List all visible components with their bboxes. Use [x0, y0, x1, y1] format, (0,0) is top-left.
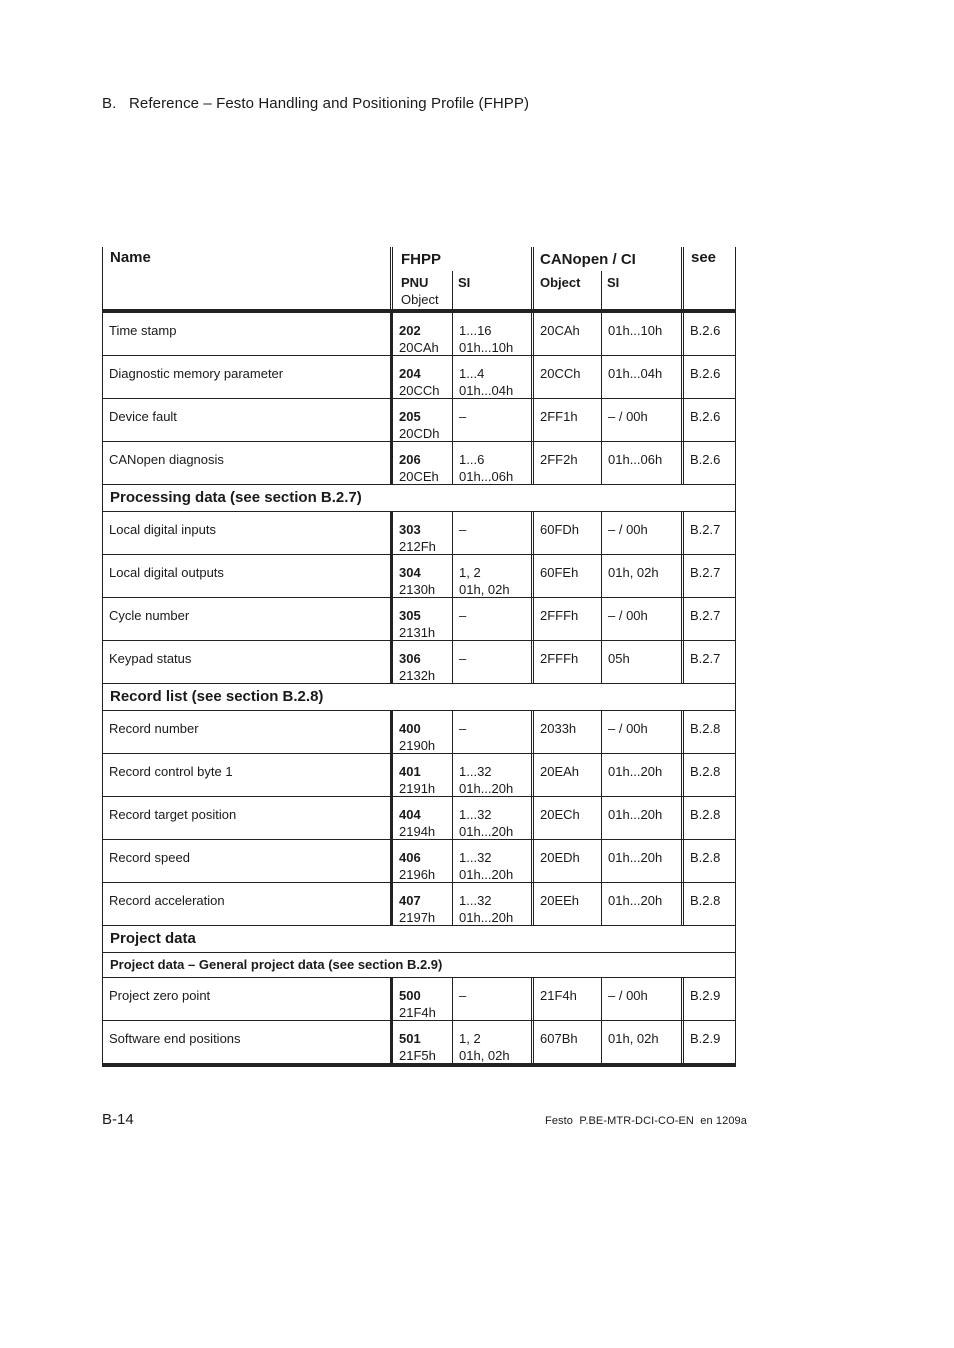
fhpp-object: 2194h [399, 824, 436, 839]
param-name: Device fault [109, 409, 177, 424]
table-row [102, 512, 736, 555]
si-cell [452, 840, 531, 882]
fhpp-object: 2197h [399, 910, 436, 925]
fhpp-object: 21F5h [399, 1048, 436, 1063]
si-cell [452, 512, 531, 554]
si-cell [452, 598, 531, 640]
canopen-si: 01h...06h [608, 452, 663, 467]
co-object-cell [531, 1021, 601, 1063]
param-name: Record number [109, 721, 199, 736]
pnu-number: 303 [399, 522, 421, 537]
section-title-processing: Processing data (see section B.2.7) [102, 485, 736, 511]
table-row [102, 641, 736, 684]
param-name: Record speed [109, 850, 190, 865]
si-cell [452, 356, 531, 398]
si-hex-range: 01h...20h [459, 867, 514, 882]
pnu-cell [390, 978, 452, 1020]
pnu-cell [390, 598, 452, 640]
canopen-si: 01h...20h [608, 764, 663, 779]
co-si-cell [601, 555, 681, 597]
co-si-cell [601, 641, 681, 683]
param-name: Keypad status [109, 651, 192, 666]
si-hex-range: 01h...06h [459, 469, 514, 484]
canopen-object: 20EAh [540, 764, 580, 779]
table-row [102, 356, 736, 399]
name-cell [102, 598, 390, 640]
si-cell [452, 754, 531, 796]
pnu-number: 500 [399, 988, 421, 1003]
fhpp-object: 20CEh [399, 469, 439, 484]
pnu-cell [390, 512, 452, 554]
pnu-header-label: PNU [401, 275, 429, 290]
co-si-cell [601, 442, 681, 484]
name-header-label: Name [110, 249, 151, 266]
pnu-number: 401 [399, 764, 421, 779]
name-cell [102, 978, 390, 1020]
canopen-si: 01h, 02h [608, 1031, 659, 1046]
param-name: Local digital outputs [109, 565, 224, 580]
si-range: 1...32 [459, 893, 492, 908]
pnu-cell [390, 754, 452, 796]
co-si-cell [601, 711, 681, 753]
fhpp-object: 212Fh [399, 539, 436, 554]
co-object-cell [531, 840, 601, 882]
see-cell [681, 399, 736, 441]
param-name: Project zero point [109, 988, 211, 1003]
si-range: – [459, 522, 467, 537]
si-hex-range: 01h...20h [459, 824, 514, 839]
name-cell [102, 754, 390, 796]
canopen-object: 20CAh [540, 323, 580, 338]
table-row [102, 883, 736, 926]
canopen-object: 2FF1h [540, 409, 578, 424]
fhpp-object: 2190h [399, 738, 436, 753]
see-reference: B.2.8 [690, 807, 721, 822]
see-reference: B.2.8 [690, 893, 721, 908]
see-cell [681, 641, 736, 683]
si-cell [452, 711, 531, 753]
canopen-object: 60FDh [540, 522, 580, 537]
subsection-title-project: Project data – General project data (see section B.2.9) [102, 953, 736, 977]
co-object-cell [531, 797, 601, 839]
object-header-label: Object [401, 292, 439, 307]
section-title: Reference – Festo Handling and Positioning Profile (FHPP) [129, 95, 530, 112]
pnu-cell [390, 555, 452, 597]
pnu-number: 304 [399, 565, 421, 580]
fhpp-header-label: FHPP [401, 251, 442, 268]
canopen-object: 2FFFh [540, 651, 579, 666]
canopen-si: – / 00h [608, 988, 648, 1003]
si-hex-range: 01h...20h [459, 781, 514, 796]
pnu-cell [390, 883, 452, 925]
see-reference: B.2.7 [690, 565, 721, 580]
co-object-cell [531, 598, 601, 640]
see-reference: B.2.6 [690, 366, 721, 381]
si-range: 1...32 [459, 850, 492, 865]
canopen-si: 01h...20h [608, 893, 663, 908]
param-name: Diagnostic memory parameter [109, 366, 284, 381]
pnu-cell [390, 442, 452, 484]
see-reference: B.2.9 [690, 988, 721, 1003]
co-object-cell [531, 555, 601, 597]
pnu-number: 206 [399, 452, 421, 467]
si-range: 1...16 [459, 323, 492, 338]
si-header-label: SI [458, 275, 471, 290]
col-name-header [102, 247, 390, 309]
see-reference: B.2.8 [690, 721, 721, 736]
co-si-cell [601, 1021, 681, 1063]
see-header-label: see [691, 249, 717, 266]
pnu-cell [390, 797, 452, 839]
canopen-object: 607Bh [540, 1031, 578, 1046]
see-cell [681, 555, 736, 597]
reference-table [102, 247, 736, 1067]
see-cell [681, 442, 736, 484]
si-range: 1, 2 [459, 1031, 481, 1046]
si-range: – [459, 409, 467, 424]
fhpp-object: 2130h [399, 582, 436, 597]
document-id: Festo P.BE-MTR-DCI-CO-EN en 1209a [545, 1115, 747, 1127]
see-reference: B.2.9 [690, 1031, 721, 1046]
co-object-cell [531, 399, 601, 441]
si-range: – [459, 988, 467, 1003]
si-range: 1...32 [459, 807, 492, 822]
param-name: Time stamp [109, 323, 177, 338]
see-cell [681, 512, 736, 554]
pnu-number: 204 [399, 366, 421, 381]
co-object-header-label: Object [540, 275, 581, 290]
table-row [102, 711, 736, 754]
section-row-processing [102, 485, 736, 512]
subsection-row-project [102, 953, 736, 978]
si-cell [452, 442, 531, 484]
see-cell [681, 978, 736, 1020]
pnu-cell [390, 641, 452, 683]
pnu-cell [390, 711, 452, 753]
fhpp-object: 2191h [399, 781, 436, 796]
col-pnu-header [390, 247, 452, 309]
canopen-si: 01h...20h [608, 807, 663, 822]
canopen-si: 01h...10h [608, 323, 663, 338]
si-cell [452, 797, 531, 839]
si-range: 1...4 [459, 366, 485, 381]
co-object-cell [531, 711, 601, 753]
see-reference: B.2.6 [690, 323, 721, 338]
pnu-number: 202 [399, 323, 421, 338]
si-range: – [459, 721, 467, 736]
co-object-cell [531, 641, 601, 683]
canopen-object: 60FEh [540, 565, 579, 580]
table-row [102, 1021, 736, 1067]
see-reference: B.2.7 [690, 608, 721, 623]
si-cell [452, 978, 531, 1020]
co-si-cell [601, 512, 681, 554]
param-name: Local digital inputs [109, 522, 216, 537]
name-cell [102, 840, 390, 882]
col-si-header [452, 247, 531, 309]
si-cell [452, 641, 531, 683]
table-row [102, 797, 736, 840]
fhpp-object: 2132h [399, 668, 436, 683]
see-cell [681, 797, 736, 839]
see-cell [681, 840, 736, 882]
co-si-cell [601, 313, 681, 355]
name-cell [102, 399, 390, 441]
fhpp-object: 20CAh [399, 340, 439, 355]
section-row-project [102, 926, 736, 953]
si-range: 1, 2 [459, 565, 481, 580]
co-object-cell [531, 754, 601, 796]
see-cell [681, 711, 736, 753]
name-cell [102, 512, 390, 554]
si-cell [452, 883, 531, 925]
pnu-number: 407 [399, 893, 421, 908]
pnu-number: 400 [399, 721, 421, 736]
si-hex-range: 01h...10h [459, 340, 514, 355]
param-name: Record control byte 1 [109, 764, 233, 779]
running-header [102, 95, 529, 112]
table-header-row [102, 247, 736, 313]
canopen-object: 2FFFh [540, 608, 579, 623]
fhpp-object: 21F4h [399, 1005, 436, 1020]
si-range: 1...6 [459, 452, 485, 467]
si-range: – [459, 651, 467, 666]
canopen-object: 2033h [540, 721, 577, 736]
si-cell [452, 1021, 531, 1063]
si-hex-range: 01h, 02h [459, 1048, 510, 1063]
pnu-number: 404 [399, 807, 421, 822]
pnu-cell [390, 1021, 452, 1063]
table-row [102, 978, 736, 1021]
pnu-number: 306 [399, 651, 421, 666]
co-si-cell [601, 356, 681, 398]
canopen-object: 20EEh [540, 893, 580, 908]
canopen-si: 05h [608, 651, 630, 666]
section-row-record [102, 684, 736, 711]
see-reference: B.2.6 [690, 452, 721, 467]
see-cell [681, 598, 736, 640]
si-cell [452, 313, 531, 355]
name-cell [102, 555, 390, 597]
canopen-object: 20EDh [540, 850, 580, 865]
pnu-cell [390, 313, 452, 355]
canopen-object: 2FF2h [540, 452, 578, 467]
page-number: B-14 [102, 1111, 134, 1128]
co-si-cell [601, 754, 681, 796]
col-co-si-header [601, 247, 681, 309]
param-name: CANopen diagnosis [109, 452, 224, 467]
canopen-si: – / 00h [608, 409, 648, 424]
pnu-number: 406 [399, 850, 421, 865]
see-cell [681, 313, 736, 355]
table-row [102, 840, 736, 883]
fhpp-object: 20CDh [399, 426, 440, 441]
si-cell [452, 399, 531, 441]
canopen-si: 01h...20h [608, 850, 663, 865]
co-si-cell [601, 840, 681, 882]
param-name: Record acceleration [109, 893, 225, 908]
name-cell [102, 797, 390, 839]
name-cell [102, 356, 390, 398]
see-cell [681, 754, 736, 796]
param-name: Cycle number [109, 608, 190, 623]
pnu-number: 305 [399, 608, 421, 623]
table-row [102, 399, 736, 442]
see-reference: B.2.7 [690, 522, 721, 537]
name-cell [102, 313, 390, 355]
section-number: B. [102, 95, 117, 112]
pnu-cell [390, 356, 452, 398]
si-hex-range: 01h...20h [459, 910, 514, 925]
see-reference: B.2.8 [690, 850, 721, 865]
section-title-record: Record list (see section B.2.8) [102, 684, 736, 710]
co-si-cell [601, 399, 681, 441]
si-range: 1...32 [459, 764, 492, 779]
canopen-si: – / 00h [608, 721, 648, 736]
fhpp-object: 2131h [399, 625, 436, 640]
co-object-cell [531, 978, 601, 1020]
co-object-cell [531, 883, 601, 925]
name-cell [102, 1021, 390, 1063]
si-cell [452, 555, 531, 597]
co-object-cell [531, 442, 601, 484]
co-object-cell [531, 512, 601, 554]
canopen-si: 01h, 02h [608, 565, 659, 580]
see-reference: B.2.6 [690, 409, 721, 424]
pnu-cell [390, 399, 452, 441]
name-cell [102, 711, 390, 753]
section-title-project: Project data [102, 926, 736, 952]
co-object-cell [531, 313, 601, 355]
co-si-cell [601, 978, 681, 1020]
canopen-object: 20CCh [540, 366, 581, 381]
table-row [102, 442, 736, 485]
see-cell [681, 1021, 736, 1063]
co-si-cell [601, 598, 681, 640]
table-row [102, 555, 736, 598]
name-cell [102, 641, 390, 683]
co-si-cell [601, 797, 681, 839]
table-row [102, 313, 736, 356]
canopen-object: 21F4h [540, 988, 577, 1003]
si-hex-range: 01h, 02h [459, 582, 510, 597]
canopen-si: – / 00h [608, 608, 648, 623]
fhpp-object: 2196h [399, 867, 436, 882]
table-row [102, 598, 736, 641]
si-range: – [459, 608, 467, 623]
fhpp-object: 20CCh [399, 383, 440, 398]
canopen-header-label: CANopen / CI [540, 251, 636, 268]
canopen-object: 20ECh [540, 807, 580, 822]
name-cell [102, 883, 390, 925]
param-name: Record target position [109, 807, 237, 822]
pnu-number: 501 [399, 1031, 421, 1046]
co-object-cell [531, 356, 601, 398]
co-si-cell [601, 883, 681, 925]
si-hex-range: 01h...04h [459, 383, 514, 398]
co-si-header-label: SI [607, 275, 620, 290]
see-cell [681, 883, 736, 925]
canopen-si: 01h...04h [608, 366, 663, 381]
see-cell [681, 356, 736, 398]
see-reference: B.2.8 [690, 764, 721, 779]
pnu-object-header [401, 274, 439, 308]
pnu-cell [390, 840, 452, 882]
canopen-si: – / 00h [608, 522, 648, 537]
param-name: Software end positions [109, 1031, 241, 1046]
see-reference: B.2.7 [690, 651, 721, 666]
table-row [102, 754, 736, 797]
pnu-number: 205 [399, 409, 421, 424]
name-cell [102, 442, 390, 484]
col-see-header [681, 247, 736, 309]
